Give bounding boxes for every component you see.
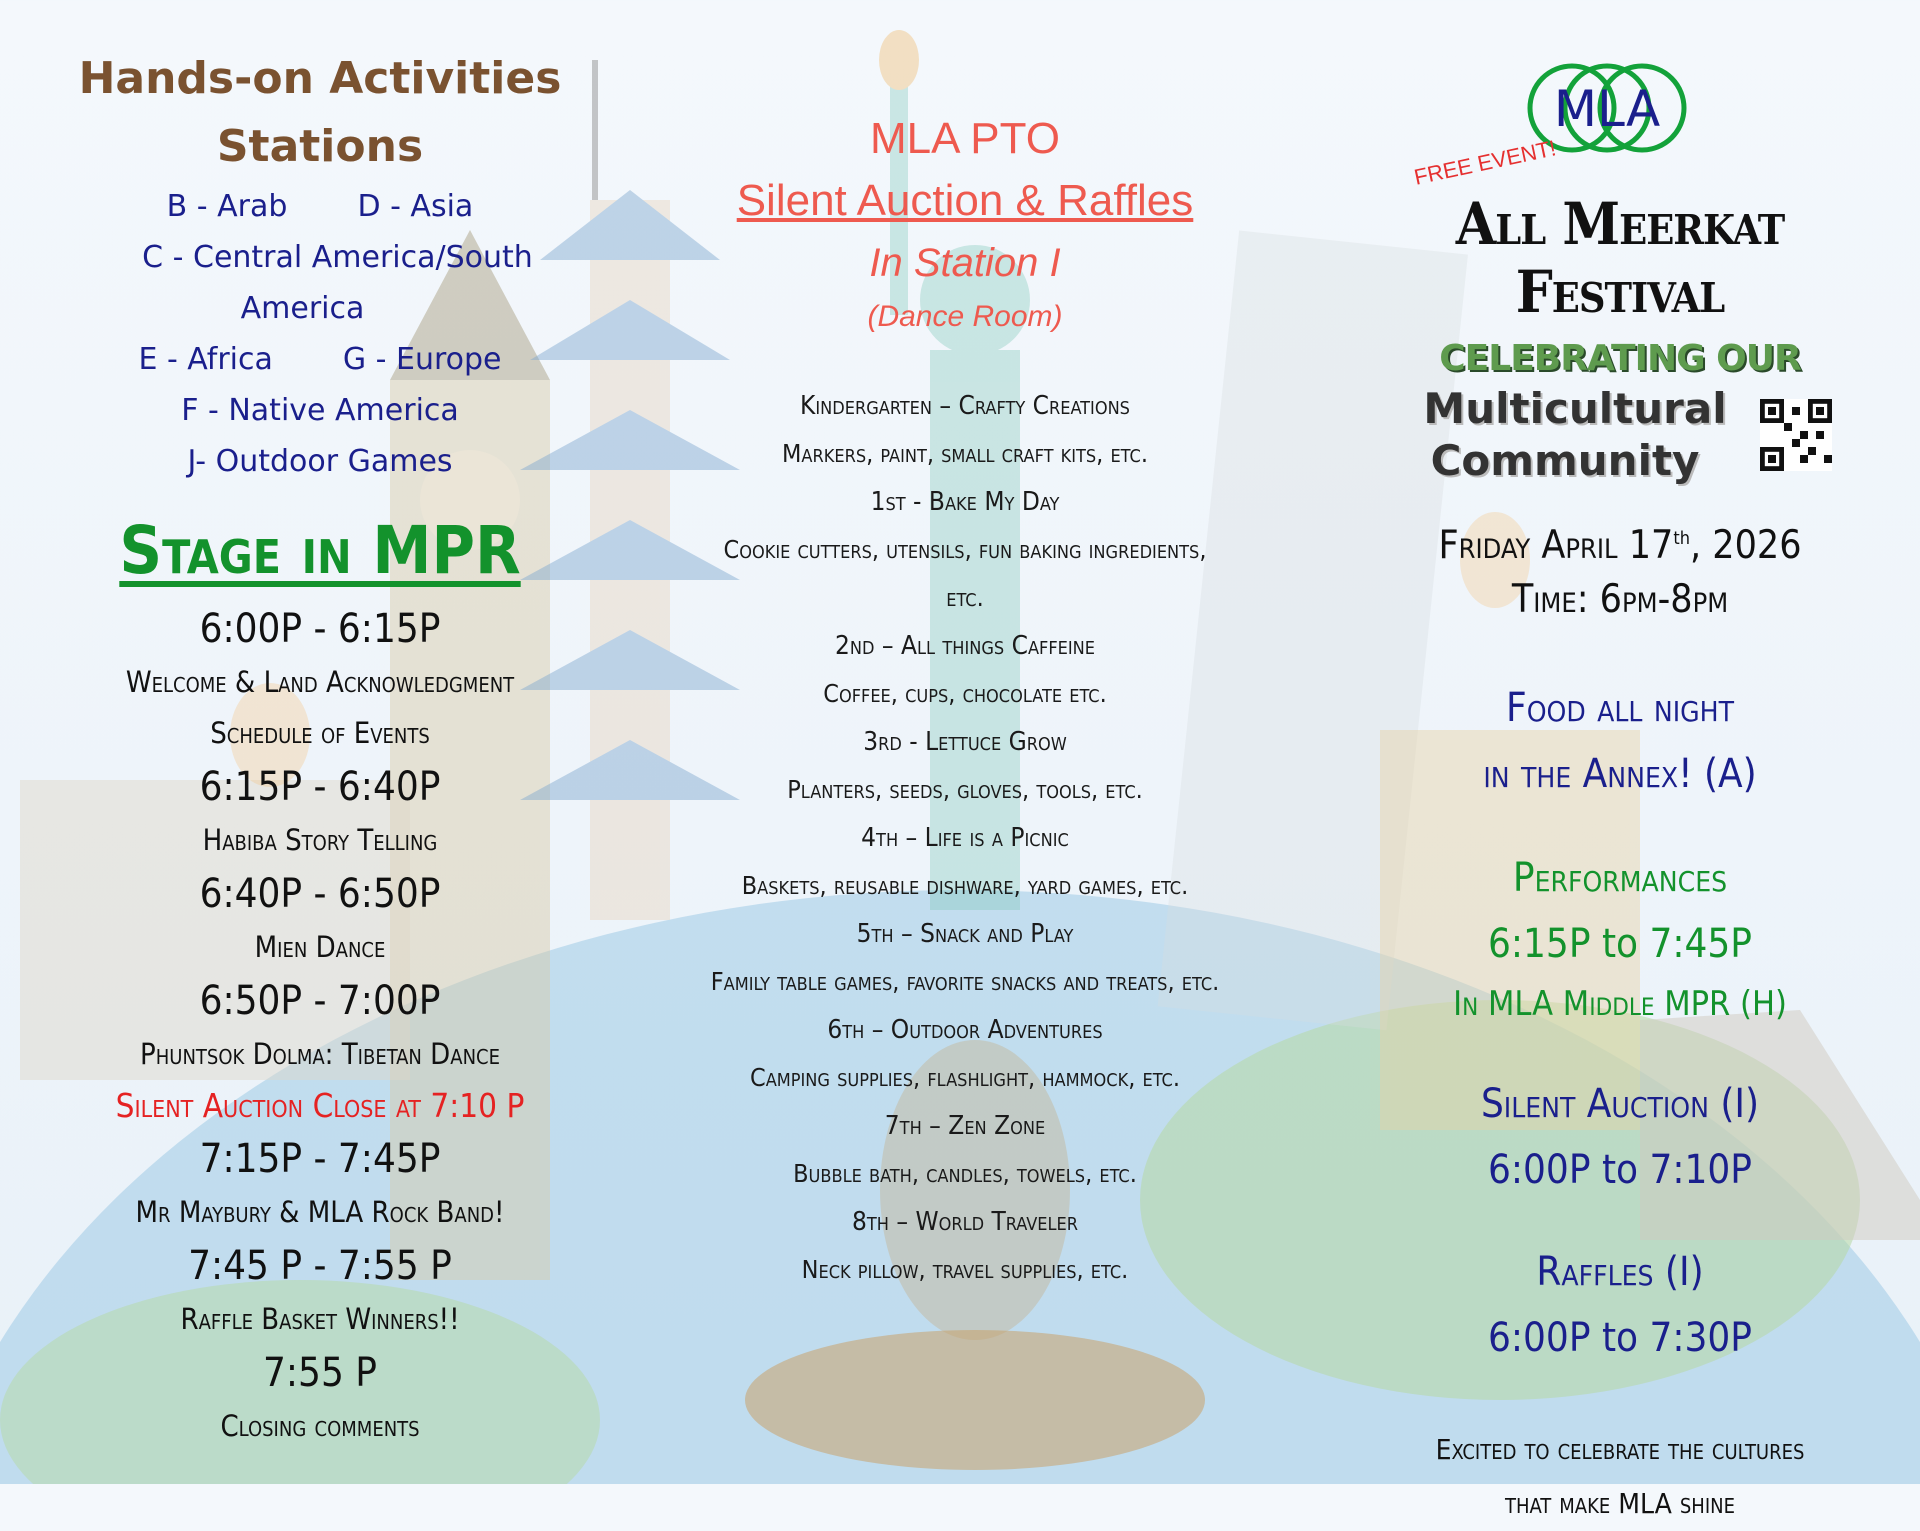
station-row (30, 334, 610, 385)
logo-text: MLA (1553, 80, 1661, 138)
silent-auction-title: Silent Auction (I) (1480, 1081, 1760, 1127)
event-date-year: , 2026 (1689, 523, 1802, 568)
activities-title-line-2: Stations (216, 121, 424, 172)
free-event-label: FREE EVENT! (1411, 135, 1559, 190)
grade-basket-title: 8th – World Traveler (851, 1207, 1079, 1237)
performances-title: Performances (1512, 855, 1728, 901)
qr-code-icon (1760, 399, 1832, 471)
grade-basket-title: Kindergarten – Crafty Creations (800, 391, 1130, 421)
grade-basket-items: Family table games, favorite snacks and treats, etc. (710, 967, 1220, 996)
pto-title: MLA PTO (870, 114, 1060, 163)
station-item: F - Native America (181, 393, 459, 428)
grade-basket-title: 2nd – All things Caffeine (834, 631, 1096, 661)
grade-basket-items: Planters, seeds, gloves, tools, etc. (787, 775, 1143, 804)
station-row (30, 181, 610, 232)
silent-auction-close-alert: Silent Auction Close at 7:10 P (115, 1086, 525, 1125)
raffles-time: 6:00P to 7:30P (1488, 1315, 1752, 1361)
event-date-suffix: th (1673, 528, 1690, 549)
schedule-time: 6:50P - 7:00P (199, 978, 441, 1024)
schedule-event: Closing comments (220, 1409, 420, 1443)
festival-title: All Meerkat Festival (1455, 190, 1785, 326)
activities-title-line-1: Hands-on Activities (78, 53, 562, 104)
multicultural-block (1370, 383, 1870, 487)
activities-title (30, 45, 610, 181)
schedule-event: Mr Maybury & MLA Rock Band! (135, 1195, 505, 1229)
station-item: C - Central America/South America (142, 240, 533, 326)
schedule-time: 7:15P - 7:45P (199, 1136, 441, 1182)
event-time: Time: 6pm-8pm (1511, 577, 1729, 622)
multicultural-word: Multicultural (1423, 384, 1727, 433)
schedule-event: Raffle Basket Winners!! (180, 1302, 460, 1336)
celebrating-line: CELEBRATING OUR (1439, 338, 1801, 379)
food-line-2: in the Annex! (A) (1483, 751, 1757, 797)
schedule-time: 7:55 P (263, 1350, 377, 1396)
raffle-basket-list (640, 382, 1290, 1294)
schedule-event: Phuntsok Dolma: Tibetan Dance (140, 1037, 500, 1071)
schedule-event: Habiba Story Telling (202, 823, 438, 857)
grade-basket-items: Neck pillow, travel supplies, etc. (801, 1255, 1129, 1284)
raffles-title: Raffles (I) (1536, 1249, 1704, 1295)
grade-basket-items: etc. (946, 583, 984, 612)
silent-auction-time: 6:00P to 7:10P (1488, 1147, 1752, 1193)
right-column (1370, 0, 1870, 1531)
grade-basket-items: Cookie cutters, utensils, fun baking ingredients, (723, 535, 1207, 564)
community-word: Community (1430, 436, 1700, 485)
grade-basket-title: 7th – Zen Zone (884, 1111, 1046, 1141)
schedule-event: Welcome & Land Acknowledgment (125, 665, 515, 699)
station-row (30, 436, 610, 487)
schedule-time: 6:00P - 6:15P (199, 606, 441, 652)
grade-basket-items: Baskets, reusable dishware, yard games, etc. (741, 871, 1189, 900)
stage-schedule (30, 601, 610, 1452)
performances-location: In MLA Middle MPR (H) (1453, 984, 1787, 1024)
grade-basket-title: 4th – Life is a Picnic (861, 823, 1069, 853)
grade-basket-title: 1st - Bake My Day (870, 487, 1060, 517)
station-item: B - Arab (166, 189, 288, 224)
grade-basket-items: Markers, paint, small craft kits, etc. (782, 439, 1148, 468)
station-row (30, 385, 610, 436)
auction-station: In Station I (869, 241, 1061, 285)
schedule-time: 6:15P - 6:40P (199, 764, 441, 810)
station-item: D - Asia (357, 189, 474, 224)
food-line-1: Food all night (1505, 685, 1734, 731)
middle-column (640, 0, 1290, 1294)
grade-basket-items: Coffee, cups, chocolate etc. (823, 679, 1107, 708)
schedule-time: 7:45 P - 7:55 P (188, 1243, 452, 1289)
station-item: G - Europe (342, 342, 502, 377)
station-row (30, 232, 610, 334)
grade-basket-title: 6th – Outdoor Adventures (827, 1015, 1103, 1045)
performances-time: 6:15P to 7:45P (1488, 921, 1752, 967)
grade-basket-items: Camping supplies, flashlight, hammock, etc. (749, 1063, 1180, 1092)
left-column (30, 0, 610, 1452)
schedule-event: Schedule of Events (210, 716, 430, 750)
event-date-text: Friday April 17 (1438, 523, 1674, 568)
stage-title: Stage in MPR (119, 512, 521, 589)
schedule-time: 6:40P - 6:50P (199, 871, 441, 917)
station-item: E - Africa (138, 342, 273, 377)
grade-basket-items: Bubble bath, candles, towels, etc. (793, 1159, 1137, 1188)
auction-title: Silent Auction & Raffles (736, 176, 1194, 225)
stations-list (30, 181, 610, 487)
event-date (1370, 512, 1870, 573)
auction-room: (Dance Room) (867, 300, 1063, 333)
closing-line-2: that make MLA shine (1505, 1487, 1735, 1520)
closing-line-1: Excited to celebrate the cultures (1435, 1433, 1805, 1466)
schedule-event: Mien Dance (254, 930, 386, 964)
station-item: J- Outdoor Games (187, 444, 453, 479)
grade-basket-title: 5th – Snack and Play (856, 919, 1074, 949)
grade-basket-title: 3rd - Lettuce Grow (863, 727, 1067, 757)
